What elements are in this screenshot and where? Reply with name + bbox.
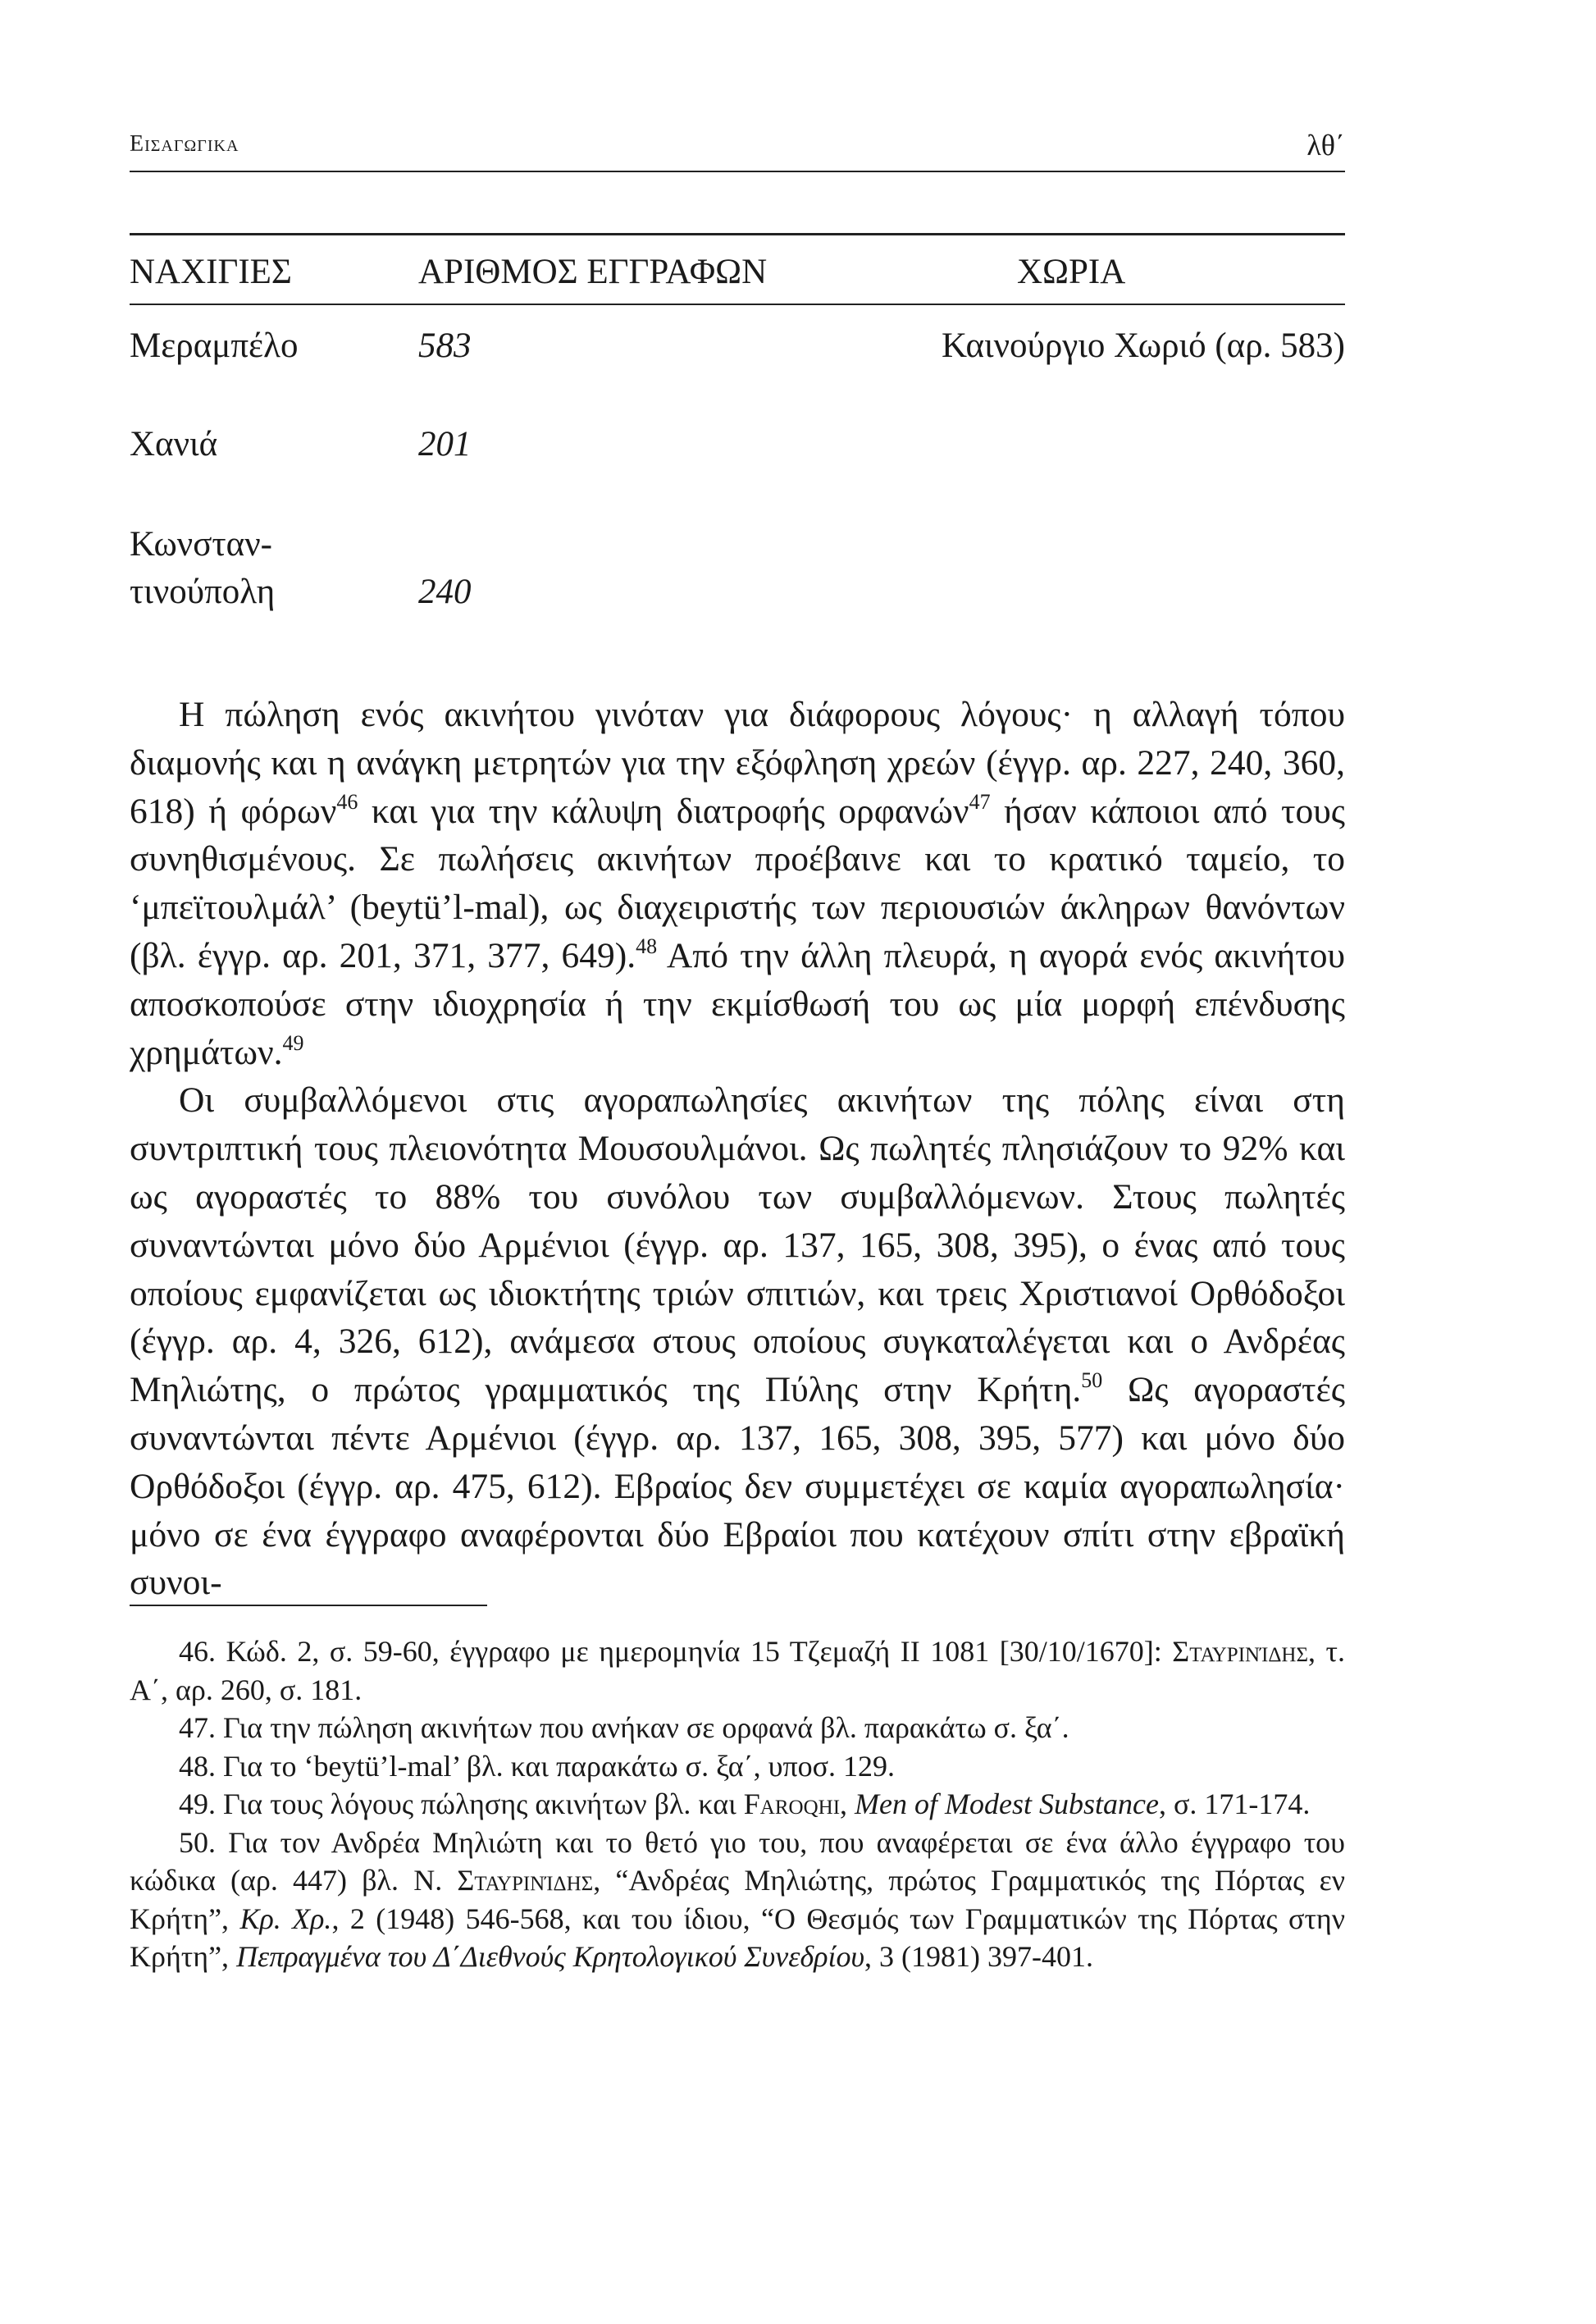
footnote-separator — [130, 1605, 487, 1606]
column-header-count: ΑΡΙΘΜΟΣ ΕΓΓΡΑΦΩΝ — [400, 235, 878, 305]
footnote-49 — [130, 1785, 1345, 1824]
journal-title: Κρ. Χρ. — [239, 1902, 332, 1935]
text-run: , σ. 171-174. — [1158, 1788, 1311, 1820]
text-run: , τ. Α΄, αρ. 260, σ. 181. — [130, 1635, 1346, 1706]
running-head — [130, 131, 1345, 172]
registers-table — [130, 233, 1345, 616]
column-header-villages: ΧΩΡΙΑ — [878, 235, 1345, 305]
footnote-47: 47. Για την πώληση ακινήτων που ανήκαν σε ορφανά βλ. παρακάτω σ. ξα΄. — [179, 1711, 1069, 1744]
table-row — [130, 468, 1345, 616]
table-row — [130, 304, 1345, 370]
page-number: λθ΄ — [1306, 129, 1345, 162]
villages-cell — [878, 370, 1345, 468]
region-line: Κωνσταν- — [130, 525, 272, 564]
text-run: , 2 (1948) 546-568, και του ίδιου, “Ο Θεσμός των Γραμματικών της Πόρτας στην Κρήτη”, — [130, 1902, 1346, 1973]
region-cell — [130, 468, 400, 616]
footnote-48: 48. Για το ‘beytü’l-mal’ βλ. και παρακάτω σ. ξα΄, υποσ. 129. — [179, 1749, 896, 1783]
text-run: , “Ανδρέας Μηλιώτης, πρώτος Γραμματικός της Πόρτας εν Κρήτη”, — [130, 1864, 1345, 1935]
footnotes — [130, 1632, 1345, 1976]
text-run: , — [840, 1788, 855, 1820]
text-run: και για την κάλυψη διατροφής ορφανών — [358, 791, 969, 831]
author-name: Σταυρινίδης — [1172, 1635, 1309, 1668]
book-title: Πεπραγμένα του Δ΄Διεθνούς Κρητολογικού Συνεδρίου — [236, 1940, 864, 1973]
body-text — [130, 691, 1345, 1607]
region-cell: Μεραμπέλο — [130, 326, 299, 365]
footnote-46 — [130, 1632, 1345, 1709]
footnote-ref: 49 — [282, 1030, 304, 1055]
paragraph — [130, 691, 1345, 1076]
footnote-ref: 48 — [636, 934, 658, 958]
author-name: Σταυρινίδης — [457, 1864, 594, 1897]
text-run: 50. Για τον Ανδρέα Μηλιώτη και το θετό γιο του, που αναφέρεται σε ένα άλλο έγγραφο του κώδικα (αρ. 447) βλ. Ν. — [130, 1825, 1345, 1897]
text-run: 49. Για τους λόγους πώλησης ακινήτων βλ. και — [179, 1788, 744, 1820]
text-run: Η πώληση ενός ακινήτου γινόταν για διάφορους λόγους· η αλλαγή τόπου διαμονής και η ανάγκη μετρητών για την εξόφληση χρεών (έγγρ. αρ. 227, 240, 360, 618) ή φόρων — [130, 695, 1345, 831]
text-run: ήσαν κάποιοι από τους συνηθισμένους. Σε πωλήσεις ακινήτων προέβαινε και το κρατικό ταμείο, το ‘μπεϊτουλμάλ’ (beytü’l-mal), ως διαχειριστής των περιουσιών άκληρων θανόντων (βλ. έγγρ. αρ. 201, 371, 377, 649). — [130, 791, 1345, 975]
section-title: Εισαγωγικα — [130, 131, 239, 157]
villages-cell: Καινούργιο Χωριό (αρ. 583) — [942, 326, 1345, 365]
footnote-ref: 46 — [336, 789, 358, 814]
count-cell: 240 — [418, 573, 472, 611]
region-cell: Χανιά — [130, 425, 218, 463]
footnote-ref: 47 — [969, 789, 991, 814]
text-run: Από την άλλη πλευρά, η αγορά ενός ακινήτου αποσκοπούσε στην ιδιοχρησία ή την εκμίσθωσή του ως μία μορφή επένδυσης χρημάτων. — [130, 935, 1345, 1072]
text-run: Οι συμβαλλόμενοι στις αγοραπωλησίες ακινήτων της πόλης είναι στη συντριπτική τους πλειονότητα Μουσουλμάνοι. Ως πωλητές πλησιάζουν το 92% και ως αγοραστές το 88% του συνόλου των συμβαλλόμενων. Στους πωλητές συναντώνται μόνο δύο Αρμένιοι (έγγρ. αρ. 137, 165, 308, 395), ο ένας από τους οποίους εμφανίζεται ως ιδιοκτήτης τριών σπιτιών, και τρεις Χριστιανοί Ορθόδοξοι (έγγρ. αρ. 4, 326, 612), ανάμεσα στους οποίους συγκαταλέγεται και ο Ανδρέας Μηλιώτης, ο πρώτος γραμματικός της Πύλης στην Κρήτη. — [130, 1080, 1345, 1410]
author-name: Faroqhi — [743, 1788, 841, 1820]
count-cell: 201 — [418, 425, 472, 463]
count-cell: 583 — [418, 326, 472, 365]
book-title: Men of Modest Substance — [855, 1788, 1159, 1820]
villages-cell — [878, 468, 1345, 616]
region-line: τινούπολη — [130, 573, 276, 611]
footnote-50 — [130, 1824, 1345, 1976]
text-run: Ως αγοραστές συναντώνται πέντε Αρμένιοι (έγγρ. αρ. 137, 165, 308, 395, 577) και μόνο δύο Ορθόδοξοι (έγγρ. αρ. 475, 612). Εβραίος δεν συμμετέχει σε καμία αγοραπωλησία· μόνο σε ένα έγγραφο αναφέρονται δύο Εβραίοι που κατέχουν σπίτι στην εβραϊκή συνοι- — [130, 1370, 1345, 1603]
text-run: 46. Κώδ. 2, σ. 59-60, έγγραφο με ημερομηνία 15 Τζεμαζή ΙΙ 1081 [30/10/1670]: — [179, 1635, 1173, 1668]
table-header-row — [130, 235, 1345, 305]
column-header-region: ΝΑΧΙΓΙΕΣ — [130, 235, 400, 305]
text-run: , 3 (1981) 397-401. — [864, 1940, 1093, 1973]
footnote-ref: 50 — [1081, 1368, 1103, 1393]
paragraph — [130, 1076, 1345, 1607]
table-row — [130, 370, 1345, 468]
